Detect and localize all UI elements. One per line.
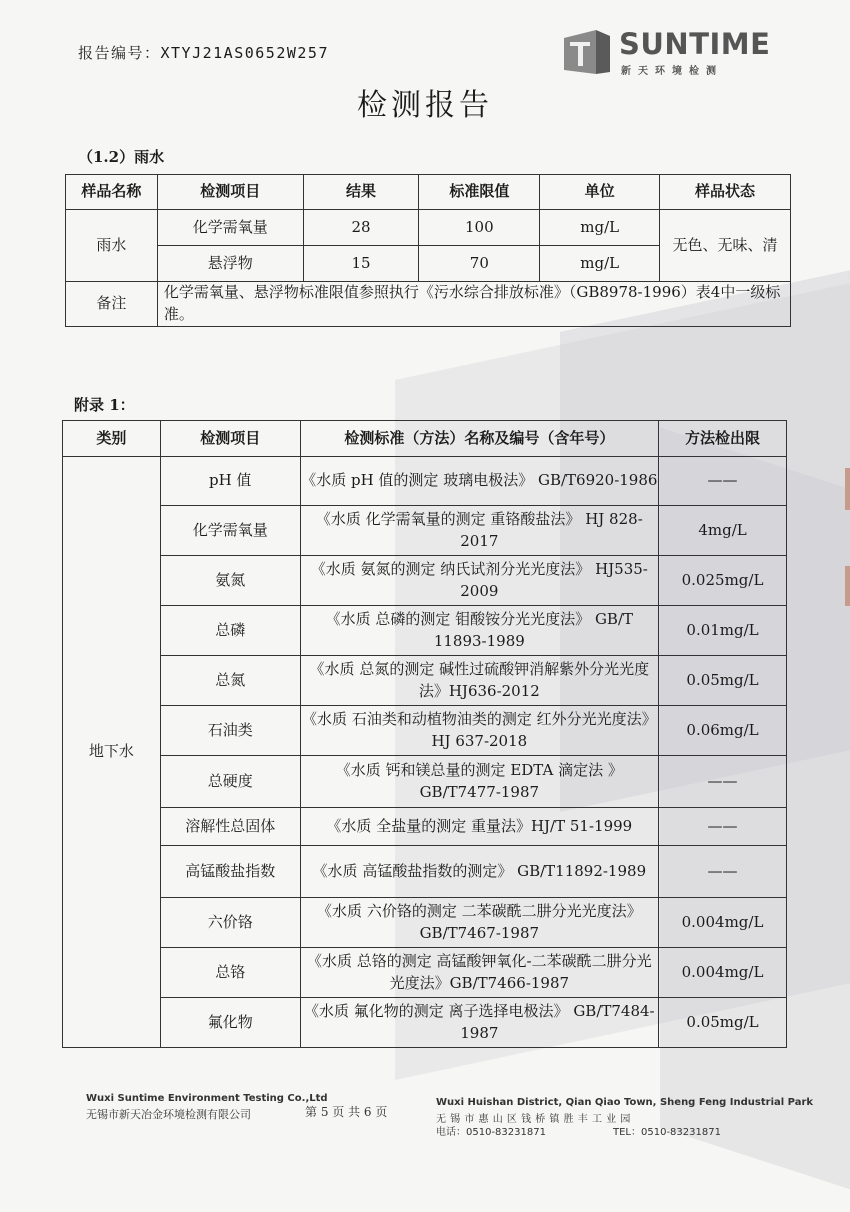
- method-cell: 《水质 pH 值的测定 玻璃电极法》 GB/T6920-1986: [300, 457, 658, 506]
- rainwater-results-table: [65, 174, 791, 327]
- table-row: [66, 210, 791, 246]
- limit-cell: 4mg/L: [659, 506, 787, 556]
- item-cell: 氨氮: [160, 556, 300, 606]
- report-number: 报告编号：XTYJ21AS0652W257: [78, 44, 329, 62]
- item-cell: 化学需氧量: [157, 210, 303, 246]
- limit-cell: 70: [419, 246, 540, 282]
- appendix-methods-table: [62, 420, 787, 1048]
- table-row: [63, 808, 787, 846]
- method-cell: 《水质 六价铬的测定 二苯碳酰二肼分光光度法》 GB/T7467-1987: [300, 898, 658, 948]
- header-limit: 标准限值: [419, 175, 540, 210]
- method-cell: 《水质 总铬的测定 高锰酸钾氧化-二苯碳酰二肼分光光度法》GB/T7466-1987: [300, 948, 658, 998]
- limit-cell: ——: [659, 756, 787, 808]
- limit-cell: 0.05mg/L: [659, 998, 787, 1048]
- footer-address-cn: 无 锡 市 惠 山 区 钱 桥 镇 胜 丰 工 业 园: [436, 1114, 631, 1125]
- method-cell: 《水质 石油类和动植物油类的测定 红外分光光度法》HJ 637-2018: [300, 706, 658, 756]
- result-cell: 28: [303, 210, 419, 246]
- method-cell: 《水质 化学需氧量的测定 重铬酸盐法》 HJ 828-2017: [300, 506, 658, 556]
- logo-subtitle: 新天环境检测: [621, 66, 723, 77]
- method-cell: 《水质 钙和镁总量的测定 EDTA 滴定法 》 GB/T7477-1987: [300, 756, 658, 808]
- method-cell: 《水质 全盐量的测定 重量法》HJ/T 51-1999: [300, 808, 658, 846]
- header-test-item: 检测项目: [157, 175, 303, 210]
- item-cell: 总磷: [160, 606, 300, 656]
- footer-company-cn: 无锡市新天冶金环境检测有限公司: [86, 1108, 251, 1121]
- table-row: [63, 506, 787, 556]
- method-cell: 《水质 总磷的测定 钼酸铵分光光度法》 GB/T 11893-1989: [300, 606, 658, 656]
- table-row: [63, 898, 787, 948]
- result-cell: 15: [303, 246, 419, 282]
- table-row: [63, 948, 787, 998]
- table-row: [63, 998, 787, 1048]
- item-cell: pH 值: [160, 457, 300, 506]
- unit-cell: mg/L: [540, 246, 660, 282]
- header-test-item: 检测项目: [160, 421, 300, 457]
- limit-cell: 0.025mg/L: [659, 556, 787, 606]
- note-label: 备注: [66, 282, 158, 327]
- item-cell: 石油类: [160, 706, 300, 756]
- footer-phone: 电话：0510-83231871: [436, 1127, 546, 1138]
- header-unit: 单位: [540, 175, 660, 210]
- section-title-rainwater: （1.2）雨水: [78, 148, 165, 166]
- limit-cell: ——: [659, 457, 787, 506]
- method-cell: 《水质 氟化物的测定 离子选择电极法》 GB/T7484-1987: [300, 998, 658, 1048]
- limit-cell: 0.01mg/L: [659, 606, 787, 656]
- edge-seal-mark: [845, 566, 850, 606]
- header-method: 检测标准（方法）名称及编号（含年号）: [300, 421, 658, 457]
- suntime-logo-icon: [562, 28, 612, 76]
- item-cell: 溶解性总固体: [160, 808, 300, 846]
- limit-cell: 0.004mg/L: [659, 948, 787, 998]
- item-cell: 化学需氧量: [160, 506, 300, 556]
- limit-cell: 100: [419, 210, 540, 246]
- table-row: [63, 756, 787, 808]
- item-cell: 六价铬: [160, 898, 300, 948]
- edge-seal-mark: [845, 468, 850, 510]
- table-row: [66, 282, 791, 327]
- footer-tel: TEL：0510-83231871: [613, 1127, 721, 1138]
- note-text: 化学需氧量、悬浮物标准限值参照执行《污水综合排放标准》（GB8978-1996）表4中一级标准。: [157, 282, 790, 327]
- header-sample-name: 样品名称: [66, 175, 158, 210]
- footer-company-en: Wuxi Suntime Environment Testing Co.,Ltd: [86, 1093, 328, 1104]
- header-result: 结果: [303, 175, 419, 210]
- table-row: [63, 556, 787, 606]
- header-detection-limit: 方法检出限: [659, 421, 787, 457]
- item-cell: 总氮: [160, 656, 300, 706]
- logo-wordmark: SUNTIME: [619, 27, 771, 61]
- table-row: [63, 706, 787, 756]
- item-cell: 氟化物: [160, 998, 300, 1048]
- table-row: [63, 606, 787, 656]
- limit-cell: 0.05mg/L: [659, 656, 787, 706]
- page-number: 第 5 页 共 6 页: [305, 1105, 388, 1119]
- method-cell: 《水质 高锰酸盐指数的测定》 GB/T11892-1989: [300, 846, 658, 898]
- table-row: [63, 656, 787, 706]
- limit-cell: ——: [659, 808, 787, 846]
- method-cell: 《水质 总氮的测定 碱性过硫酸钾消解紫外分光光度法》HJ636-2012: [300, 656, 658, 706]
- limit-cell: 0.004mg/L: [659, 898, 787, 948]
- document-title: 检测报告: [357, 88, 493, 123]
- table-row: [63, 846, 787, 898]
- appendix-title: 附录 1：: [74, 396, 135, 414]
- item-cell: 总铬: [160, 948, 300, 998]
- sample-state-cell: 无色、无味、清: [660, 210, 791, 282]
- table-row: [63, 457, 787, 506]
- item-cell: 悬浮物: [157, 246, 303, 282]
- method-cell: 《水质 氨氮的测定 纳氏试剂分光光度法》 HJ535-2009: [300, 556, 658, 606]
- item-cell: 高锰酸盐指数: [160, 846, 300, 898]
- category-cell: 地下水: [63, 457, 161, 1048]
- limit-cell: ——: [659, 846, 787, 898]
- limit-cell: 0.06mg/L: [659, 706, 787, 756]
- header-category: 类别: [63, 421, 161, 457]
- company-logo: [562, 26, 782, 78]
- sample-name-cell: 雨水: [66, 210, 158, 282]
- unit-cell: mg/L: [540, 210, 660, 246]
- footer-address-en: Wuxi Huishan District, Qian Qiao Town, Sheng Feng Industrial Park: [436, 1097, 814, 1108]
- header-sample-state: 样品状态: [660, 175, 791, 210]
- item-cell: 总硬度: [160, 756, 300, 808]
